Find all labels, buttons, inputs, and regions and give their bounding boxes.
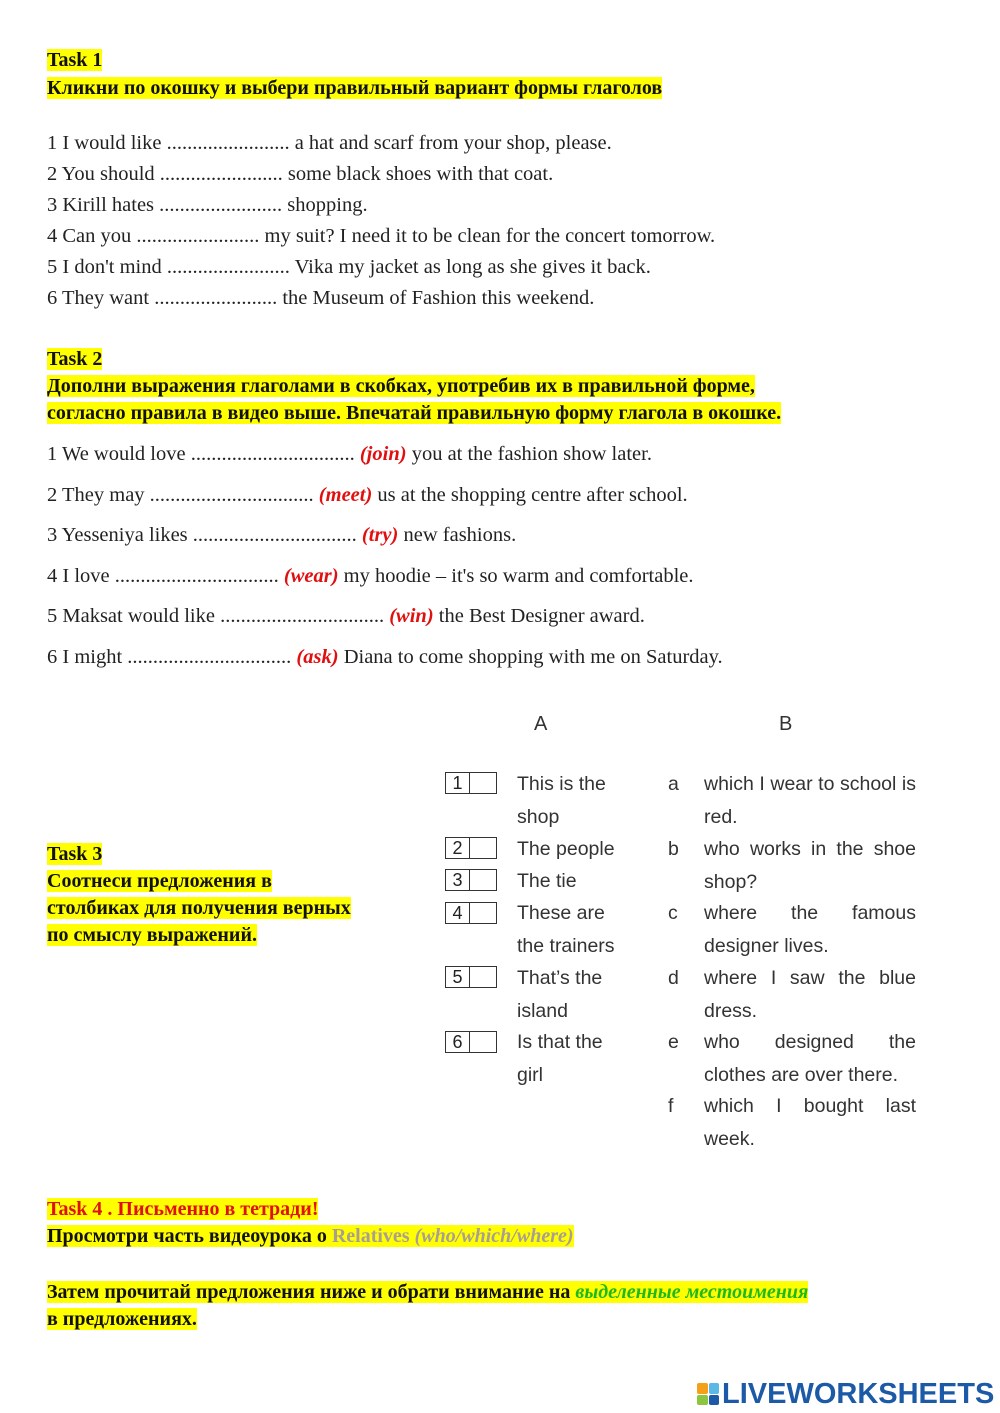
column-b-item: who designed the clothes are over there. bbox=[704, 1031, 916, 1086]
highlighted-pronouns-text: выделенные местоимения bbox=[575, 1281, 809, 1303]
verb-hint: (win) bbox=[389, 605, 434, 627]
liveworksheets-logo-icon bbox=[697, 1383, 719, 1405]
answer-box-number: 3 bbox=[446, 869, 470, 891]
column-b-item: where I saw the blue dress. bbox=[704, 967, 916, 1022]
task1-item: 5 I don't mind ........................ Vika my jacket as long as she gives it back. bbox=[47, 256, 651, 278]
task3-instruction: по смыслу выражений. bbox=[47, 924, 257, 946]
column-b-letter: e bbox=[668, 1031, 679, 1053]
task2-instruction: согласно правила в видео выше. Впечатай правильную форму глагола в окошке. bbox=[47, 402, 782, 424]
task3-instruction: Соотнеси предложения в bbox=[47, 870, 272, 892]
task1-item: 3 Kirill hates ........................ shopping. bbox=[47, 194, 368, 216]
logo-text: LIVEWORKSHEETS bbox=[722, 1377, 995, 1410]
answer-box-number: 5 bbox=[446, 966, 470, 988]
task1-instruction: Кликни по окошку и выбери правильный вариант формы глаголов bbox=[47, 77, 663, 99]
task1-item: 2 You should ........................ some black shoes with that coat. bbox=[47, 163, 554, 185]
answer-box-number: 1 bbox=[446, 772, 470, 794]
answer-box-5 bbox=[445, 966, 497, 988]
task1-item: 6 They want ........................ the Museum of Fashion this weekend. bbox=[47, 287, 595, 309]
answer-box-4 bbox=[445, 902, 497, 924]
task4-title: Task 4 . Письменно в тетради! bbox=[47, 1198, 319, 1220]
column-b-letter: d bbox=[668, 967, 679, 989]
column-a-item: These are the trainers bbox=[517, 902, 615, 957]
column-a-item: That’s the island bbox=[517, 967, 603, 1022]
task2-title: Task 2 bbox=[47, 348, 103, 370]
column-b-letter: c bbox=[668, 902, 678, 924]
column-b-item: who works in the shoe shop? bbox=[704, 838, 916, 893]
column-a-header: A bbox=[534, 713, 548, 735]
answer-box-3 bbox=[445, 869, 497, 891]
answer-box-2 bbox=[445, 837, 497, 859]
column-b-item: which I wear to school is red. bbox=[704, 773, 916, 828]
task2-item: 4 I love ................................ (wear) my hoodie – it's so warm and comfortable. bbox=[47, 565, 694, 587]
column-b-letter: f bbox=[668, 1095, 674, 1117]
task2-item: 6 I might ................................ (ask) Diana to come shopping with me on Saturday. bbox=[47, 646, 723, 668]
task2-item: 3 Yesseniya likes ................................ (try) new fashions. bbox=[47, 524, 517, 546]
column-b-header: B bbox=[779, 713, 793, 735]
task1-item: 4 Can you ........................ my suit? I need it to be clean for the concert tomorrow. bbox=[47, 225, 716, 247]
task3-title: Task 3 bbox=[47, 843, 103, 865]
task1-title: Task 1 bbox=[47, 49, 103, 71]
relatives-highlight: Relatives bbox=[331, 1225, 410, 1247]
liveworksheets-logo[interactable] bbox=[697, 1378, 994, 1410]
answer-box-1 bbox=[445, 772, 497, 794]
answer-box-number: 6 bbox=[446, 1031, 470, 1053]
column-b-letter: a bbox=[668, 773, 679, 795]
answer-box-number: 2 bbox=[446, 837, 470, 859]
task2-item: 1 We would love ................................ (join) you at the fashion show later. bbox=[47, 443, 652, 465]
column-b-item: which I bought last week. bbox=[704, 1095, 916, 1150]
verb-hint: (ask) bbox=[296, 646, 339, 668]
verb-hint: (wear) bbox=[283, 565, 339, 587]
column-b-letter: b bbox=[668, 838, 679, 860]
column-b-item: where the famous designer lives. bbox=[704, 902, 916, 957]
task4-line2: Затем прочитай предложения ниже и обрати внимание на выделенные местоимения bbox=[47, 1281, 809, 1303]
task2-item: 5 Maksat would like ................................ (win) the Best Designer award. bbox=[47, 605, 645, 627]
column-a-item: Is that the girl bbox=[517, 1031, 603, 1086]
pronouns-list: (who/which/where) bbox=[409, 1225, 574, 1247]
column-a-item: The tie bbox=[517, 870, 577, 892]
answer-box-number: 4 bbox=[446, 902, 470, 924]
task3-instruction: столбиках для получения верных bbox=[47, 897, 351, 919]
task1-item: 1 I would like ........................ a hat and scarf from your shop, please. bbox=[47, 132, 612, 154]
task2-instruction: Дополни выражения глаголами в скобках, употребив их в правильной форме, bbox=[47, 375, 755, 397]
task2-item: 2 They may ................................ (meet) us at the shopping centre after school. bbox=[47, 484, 688, 506]
verb-hint: (meet) bbox=[318, 484, 373, 506]
task4-line1: Просмотри часть видеоурока о Relatives (who/which/where) bbox=[47, 1225, 574, 1247]
column-a-item: This is the shop bbox=[517, 773, 606, 828]
task4-line3: в предложениях. bbox=[47, 1308, 197, 1330]
answer-box-6 bbox=[445, 1031, 497, 1053]
column-a-item: The people bbox=[517, 838, 615, 860]
verb-hint: (join) bbox=[359, 443, 407, 465]
verb-hint: (try) bbox=[361, 524, 399, 546]
